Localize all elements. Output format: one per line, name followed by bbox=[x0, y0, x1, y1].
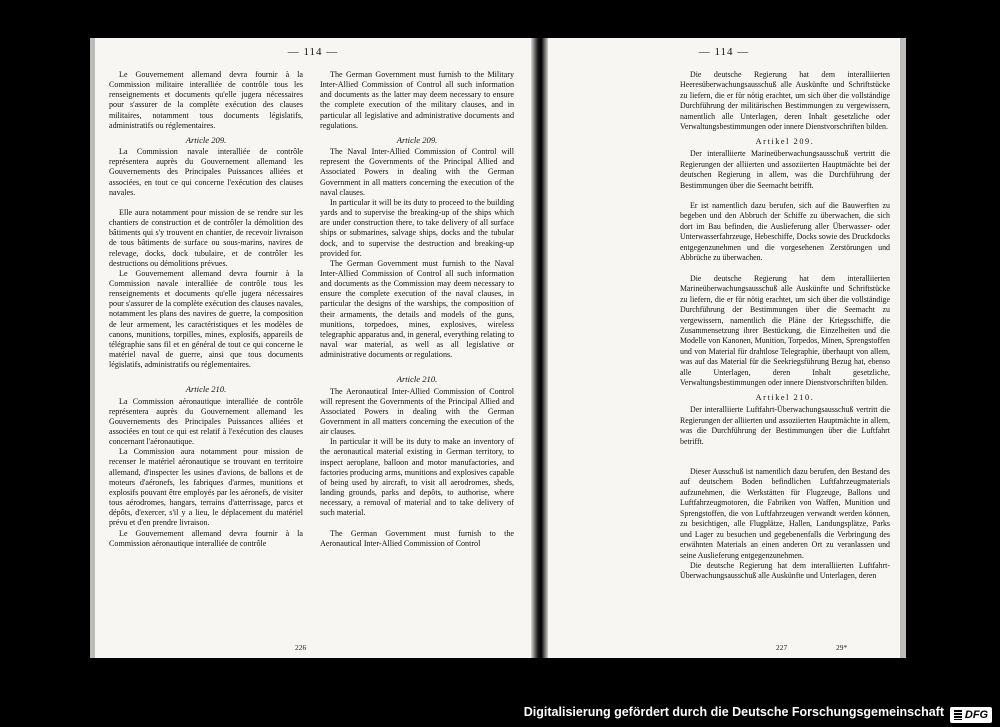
paragraph: The Naval Inter-Allied Commission of Control will represent the Governments of the Principal Allied and Associated Powers in dealing with the German Government in all matters concerning the execution of the naval clauses. bbox=[320, 147, 514, 197]
right-page bbox=[548, 38, 900, 658]
paragraph-gap bbox=[109, 198, 303, 208]
book-gutter bbox=[531, 38, 548, 658]
paragraph: Le Gouvernement allemand devra fournir à la Commission militaire interalliée de contrôle tous les renseignements et documents qu'elle jugera nécessaires pour s'assurer de la complète exécution des clauses militaires, notamment tous documents législatifs, administratifs ou réglementaires. bbox=[109, 70, 303, 130]
page-edge-right bbox=[900, 38, 906, 658]
paragraph: Der interalliierte Luftfahrt-Überwachungsausschuß vertritt die Regierungen der alliierten und assoziierten Hauptmächte in allem, was die Durchführung der Bestimmungen über die Luftfahrt betrifft. bbox=[680, 405, 890, 446]
paragraph: Le Gouvernement allemand devra fournir à la Commission aéronautique interalliée de contrôle bbox=[109, 528, 303, 548]
paragraph: The German Government must furnish to the Aeronautical Inter-Allied Commission of Control bbox=[320, 528, 514, 548]
paragraph: Die deutsche Regierung hat dem interalliierten Luftfahrt-Überwachungsausschuß alle Auskünfte und Unterlagen, deren bbox=[680, 561, 890, 581]
paragraph: Er ist namentlich dazu berufen, sich auf die Bauwerften zu begeben und den Abbruch der Schiffe zu überwachen, die sich dort im Bau befinden, die Auslieferung aller Überwasser- oder Unterwasserfahrzeuge, Hebeschiffe, Docks sowie des Druckdocks entgegenzunehmen und die vorgesehenen Zerstörungen und Abbrüche zu überwachen. bbox=[680, 200, 890, 263]
paragraph: Le Gouvernement allemand devra fournir à la Commission navale interalliée de contrôle tous les renseignements et documents qu'elle jugera nécessaires pour s'assurer de la complète exécution des clauses navales, notamment les plans des navires de guerre, la composition de leur armement, les caractéristiques et les modèles de canons, munitions, torpilles, mines, explosifs, appareils de télégraphie sans fil et en général de tout ce qui concerne le matériel naval de guerre, ainsi que tous documents législatifs, administratifs ou réglementaires. bbox=[109, 268, 303, 370]
german-column bbox=[680, 70, 890, 582]
article-heading: Artikel 209. bbox=[755, 136, 815, 146]
paragraph-gap bbox=[680, 457, 890, 467]
english-column bbox=[320, 70, 514, 549]
paragraph: Elle aura notamment pour mission de se rendre sur les chantiers de construction et de contrôler la démolition des bâtiments qui s'y trouvent en chantier, de recevoir livraison de tous bâtiments de surface ou sous-marins, navires de relevage, docks, dock tubulaire, et de contrôler les destructions ou démolitions prévues. bbox=[109, 207, 303, 268]
dfg-logo-icon bbox=[954, 710, 962, 720]
french-column bbox=[109, 70, 303, 549]
paragraph-gap bbox=[320, 360, 514, 370]
article-heading: Article 209. bbox=[396, 134, 438, 145]
dfg-logo: DFG bbox=[950, 707, 992, 723]
paragraph: Dieser Ausschuß ist namentlich dazu berufen, den Bestand des auf deutschem Boden befindlichen Luftfahrzeugmaterials aufzunehmen, die Werkstätten für Flugzeuge, Ballons und Luftfahrzeugmotoren, die Fabriken von Waffen, Munition und Sprengstoffen, die von Luftfahrzeugen verwandt werden können, zu besichtigen, alle Flugplätze, Hallen, Landungsplätze, Parks und Lager zu besuchen und gegebenenfalls die Verbringung des erwähnten Materials an einen anderen Ort zu veranlassen und seine Auslieferung entgegenzunehmen. bbox=[680, 466, 890, 560]
left-page bbox=[95, 38, 531, 658]
paragraph: Die deutsche Regierung hat dem interalliierten Marineüberwachungsausschuß alle Auskünfte und Schriftstücke zu liefern, die er für nötig erachtet, um sich über die vollständige Durchführung der Bestimmungen über die Seemacht zu vergewissern, namentlich die Pläne der Kriegsschiffe, die Zusammensetzung ihrer Bestückung, die Einzelheiten und die Modelle von Kanonen, Munition, Torpedos, Minen, Sprengstoffen und von Material für drahtlose Telegraphie, überhaupt von allem, was auf das Material für die Seekriegsführung Bezug hat, ebenso alle Unterlagen, deren Inhalt gesetzliche, Verwaltungsbestimmungen oder innere Dienstvorschriften bilden. bbox=[680, 273, 890, 388]
article-heading: Article 209. bbox=[185, 134, 227, 145]
paragraph: La Commission aéronautique interalliée de contrôle représentera auprès du Gouvernement allemand les Gouvernements des Principales Puissances alliées et associées en tout ce qui est relatif à l'exécution des clauses concernant l'aéronautique. bbox=[109, 396, 303, 447]
paragraph-gap bbox=[320, 519, 514, 529]
paragraph: The Aeronautical Inter-Allied Commission of Control will represent the Governments of the Principal Allied and Associated Powers in dealing with the German Government in all matters concerning the execution of the air clauses. bbox=[320, 386, 514, 437]
page-number: — 114 — bbox=[698, 46, 750, 58]
page-number: — 114 — bbox=[287, 46, 339, 58]
page-footer-number: 226 bbox=[295, 643, 307, 652]
article-heading: Artikel 210. bbox=[755, 392, 815, 402]
paragraph-gap bbox=[680, 264, 890, 274]
paragraph: Die deutsche Regierung hat dem interalliierten Heeresüberwachungsausschuß alle Auskünfte und Schriftstücke zu liefern, die er für nötig erachtet, um sich über die vollständige Durchführung der militärischen Bestimmungen zu vergewissern, namentlich alle Unterlagen, deren Inhalt gesetzliche oder Verwaltungsbestimmungen oder innere Dienstvorschriften bilden. bbox=[680, 70, 890, 132]
paragraph: In particular it will be its duty to proceed to the building yards and to supervise the breaking-up of the ships which are under construction there, to take delivery of all surface ships or submarines, salvage ships, docks and the tubular dock, and to supervise the destruction and breaking-up provided for. bbox=[320, 197, 514, 258]
signature-mark: 29* bbox=[836, 643, 848, 652]
paragraph-gap bbox=[680, 191, 890, 201]
digitization-credit: Digitalisierung gefördert durch die Deutsche Forschungsgemeinschaft bbox=[523, 705, 944, 719]
article-heading: Article 210. bbox=[185, 384, 227, 395]
paragraph: In particular it will be its duty to make an inventory of the aeronautical material existing in German territory, to inspect aeroplane, balloon and motor manufactories, and factories producing arms, munitions and explosives capable of being used by aircraft, to visit all aerodromes, sheds, landing grounds, parks and depôts, to authorise, where necessary, a removal of material and to take delivery of such material. bbox=[320, 437, 514, 518]
paragraph: La Commission navale interalliée de contrôle représentera auprès du Gouvernement allemand les Gouvernements des Principales Puissances alliées et associées, en tout ce qui concerne l'exécution des clauses navales. bbox=[109, 147, 303, 197]
paragraph: La Commission aura notamment pour mission de recenser le matériel aéronautique se trouvant en territoire allemand, d'inspecter les usines d'avions, de ballons et de moteurs d'aéronefs, les fabriques d'armes, munitions et explosifs pouvant être employés par les aéronefs, de visiter tous aérodromes, hangars, terrains d'atterrissage, parcs et dépôts, d'exercer, s'il y a lieu, le déplacement du matériel prévu et d'en prendre livraison. bbox=[109, 447, 303, 528]
paragraph: Der interalliierte Marineüberwachungsausschuß vertritt die Regierungen der alliierten und assoziierten Hauptmächte bei der deutschen Regierung in allem, was die Durchführung der Bestimmungen über die Seemacht betrifft. bbox=[680, 149, 890, 190]
paragraph-gap bbox=[109, 370, 303, 380]
paragraph-gap bbox=[680, 447, 890, 457]
article-heading: Article 210. bbox=[396, 374, 438, 385]
paragraph: The German Government must furnish to the Military Inter-Allied Commission of Control all such information and documents as the latter may deem necessary to ensure the complete execution of the military clauses, and in particular all legislative and administrative documents and regulations. bbox=[320, 70, 514, 130]
paragraph: The German Government must furnish to the Naval Inter-Allied Commission of Control all such information and documents as the Commission may deem necessary to ensure the complete execution of the naval clauses, in particular the designs of the warships, the composition of their armaments, the details and models of the guns, munitions, torpedoes, mines, explosives, wireless telegraphic apparatus and, in general, everything relating to naval war material, as well as all legislative or administrative documents or regulations. bbox=[320, 258, 514, 360]
page-footer-number: 227 bbox=[776, 643, 788, 652]
